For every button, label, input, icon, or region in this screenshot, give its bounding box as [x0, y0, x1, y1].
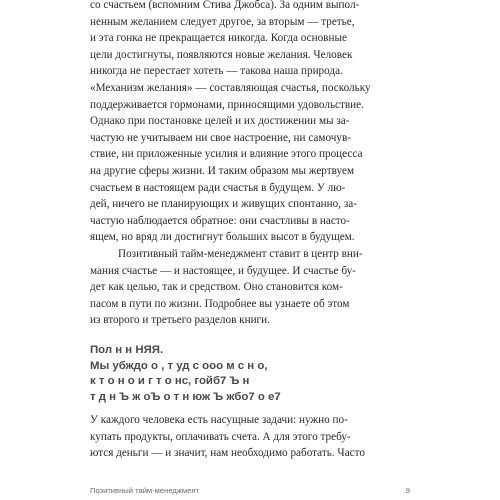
- page-number: 9: [405, 486, 410, 495]
- heading-line: Мы убждо о , т уд с ооо м с н о,: [90, 359, 268, 372]
- section-heading: [90, 343, 410, 405]
- page-footer: [90, 486, 410, 495]
- paragraph-positive-time-management: [90, 246, 410, 329]
- text-line: Однако при постановке целей и их достижении мы за-: [90, 115, 350, 128]
- paragraph-happiness-desire: [90, 0, 410, 329]
- text-line: со счастьем (вспомним Стива Джобса). За одним выпол-: [90, 0, 360, 11]
- text-line: из второго и третьего разделов книги.: [90, 314, 270, 327]
- heading-line: к т о н о и г т о нс, гойб7 Ъ н: [90, 375, 250, 387]
- text-line: Позитивный тайм-менеджмент ставит в центр вни-: [118, 247, 363, 260]
- heading-line: Пол н н НЯЯ.: [90, 344, 164, 356]
- text-line: ствие, ни приложенные усилия и влияние этого процесса: [90, 148, 363, 161]
- text-line: на другие сферы жизни. И таким образом мы жертвуем: [90, 164, 355, 177]
- text-line: пасом в пути по жизни. Подробнее вы узнаете об этом: [90, 297, 350, 310]
- heading-line: т д н Ъ ж оЪ о т н юж Ъ жбо7 о е7: [90, 390, 281, 403]
- running-title: Позитивный тайм-менеджмент: [90, 486, 200, 495]
- text-line: мания счастье — и настоящее, и будущее. И счастье бу-: [90, 264, 356, 277]
- text-line: поддерживается гормонами, приносящими удовольствие.: [90, 98, 364, 111]
- paragraph-everyday-tasks: [90, 412, 410, 462]
- text-line: купать продукты, оплачивать счета. А для этого требу-: [90, 430, 351, 443]
- text-line: дей, ничего не планирующих и живущих спонтанно, за-: [90, 198, 357, 211]
- text-line: ящем, но вряд ли достигнут больших высот в будущем.: [90, 231, 355, 244]
- text-line: счастьем в настоящем ради счастья в будущем. У лю-: [90, 181, 346, 194]
- text-line: «Механизм желания» — составляющая счастья, поскольку: [90, 81, 371, 94]
- text-line: дет как целью, так и средством. Оно становится ком-: [90, 281, 343, 294]
- text-line: ненным желанием следует другое, за вторым — третье,: [90, 15, 355, 28]
- text-line: частую наблюдается обратное: они счастливы в насто-: [90, 214, 350, 227]
- text-line: никогда не перестает хотеть — такова наша природа.: [90, 65, 343, 78]
- text-line: ются деньги — и значит, нам необходимо работать. Часто: [90, 447, 365, 460]
- text-line: цели достигнуты, появляются новые желания. Человек: [90, 48, 353, 61]
- text-line: и эта гонка не прекращается никогда. Когда основные: [90, 32, 347, 45]
- text-line: частую не учитываем ни свое настроение, ни самочув-: [90, 131, 352, 144]
- text-line: У каждого человека есть насущные задачи: нужно по-: [90, 414, 348, 426]
